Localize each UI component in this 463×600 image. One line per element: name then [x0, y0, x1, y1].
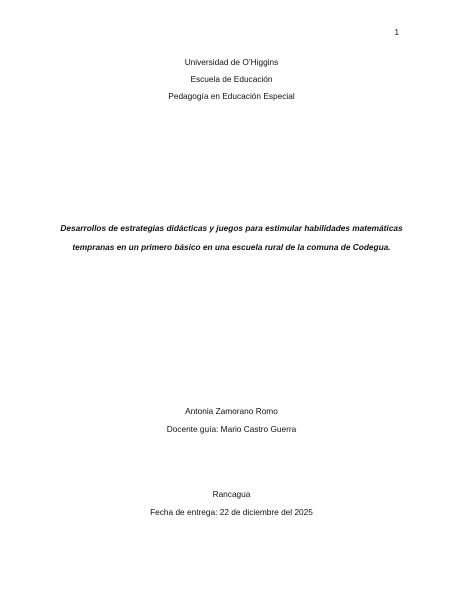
- city-name: Rancagua: [212, 489, 251, 499]
- author-name: Antonia Zamorano Romo: [185, 406, 278, 416]
- institution-header: [0, 54, 463, 105]
- university-name: Universidad de O’Higgins: [184, 57, 279, 67]
- submission-date: Fecha de entrega: 22 de diciembre del 2025: [150, 507, 313, 517]
- thesis-title-line-1: Desarrollos de estrategias didácticas y juegos para estimular habilidades matemáticas: [60, 223, 403, 233]
- page-number: 1: [394, 28, 399, 37]
- advisor-name: Docente guía: Mario Castro Guerra: [166, 424, 297, 434]
- submission-info: [0, 485, 463, 521]
- thesis-title-line-2: tempranas en un primero básico en una escuela rural de la comuna de Codegua.: [72, 242, 391, 252]
- thesis-title: [52, 219, 411, 257]
- program-name: Pedagogía en Educación Especial: [168, 91, 295, 101]
- author-info: [0, 402, 463, 438]
- school-name: Escuela de Educación: [190, 74, 273, 84]
